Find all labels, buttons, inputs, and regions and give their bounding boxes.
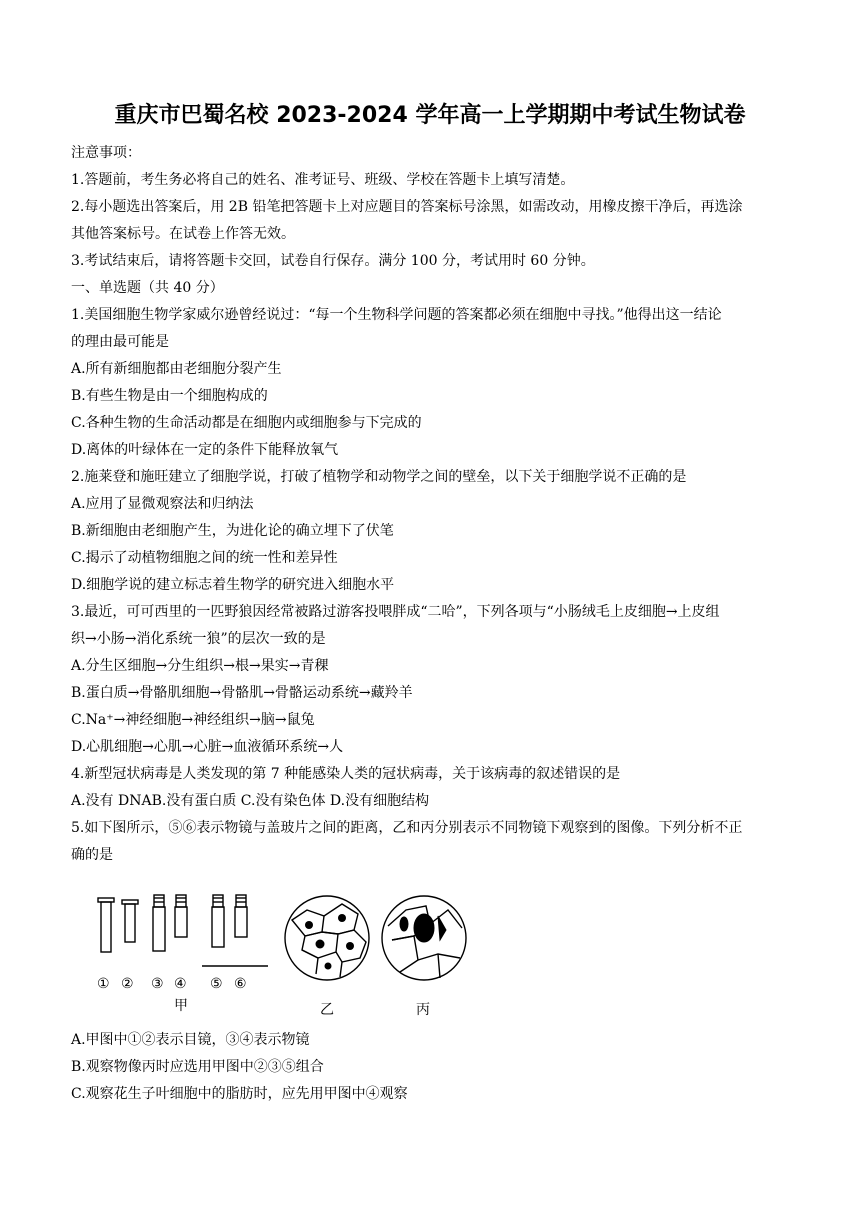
label-4: ④ <box>174 976 187 992</box>
q2-option-c: C.揭示了动植物细胞之间的统一性和差异性 <box>71 550 338 566</box>
eyepiece-2 <box>122 900 138 942</box>
notice-2: 2.每小题选出答案后，用 2B 铅笔把答题卡上对应题目的答案标号涂黑，如需改动，用橡皮擦干净后，再选涂 <box>71 199 743 215</box>
label-1: ① <box>97 976 110 992</box>
objective-6 <box>235 895 247 937</box>
q2-stem: 2.施莱登和施旺建立了细胞学说，打破了植物学和动物学之间的壁垒，以下关于细胞学说不正确的是 <box>71 469 687 485</box>
label-2: ② <box>121 976 134 992</box>
q4-options: A.没有 DNAB.没有蛋白质 C.没有染色体 D.没有细胞结构 <box>71 793 430 809</box>
notice-2-cont: 其他答案标号。在试卷上作答无效。 <box>71 226 295 242</box>
q1-stem: 1.美国细胞生物学家威尔逊曾经说过：“每一个生物科学问题的答案都必须在细胞中寻找。”他得出这一结论 <box>71 307 722 323</box>
q3-stem: 3.最近，可可西里的一匹野狼因经常被路过游客投喂胖成“二哈”，下列各项与“小肠绒毛上皮细胞→上皮组 <box>71 604 720 620</box>
q5-option-b: B.观察物像丙时应选用甲图中②③⑤组合 <box>71 1059 324 1075</box>
eyepiece-1 <box>98 898 114 952</box>
q1-stem-cont: 的理由最可能是 <box>71 334 169 350</box>
q3-option-a: A.分生区细胞→分生组织→根→果实→青稞 <box>71 658 329 674</box>
q3-option-c: C.Na⁺→神经细胞→神经组织→脑→鼠兔 <box>71 712 315 728</box>
section-heading: 一、单选题（共 40 分） <box>71 280 224 296</box>
q3-stem-cont: 织→小肠→消化系统一狼”的层次一致的是 <box>71 631 326 647</box>
label-3: ③ <box>151 976 164 992</box>
q4-stem: 4.新型冠状病毒是人类发现的第 7 种能感染人类的冠状病毒，关于该病毒的叙述错误的是 <box>71 766 621 782</box>
q5-option-c: C.观察花生子叶细胞中的脂肪时，应先用甲图中④观察 <box>71 1086 408 1102</box>
q2-option-d: D.细胞学说的建立标志着生物学的研究进入细胞水平 <box>71 577 395 593</box>
microscope-figure <box>92 880 472 1020</box>
q3-option-d: D.心肌细胞→心肌→心脏→血液循环系统→人 <box>71 739 344 755</box>
q5-option-a: A.甲图中①②表示目镜，③④表示物镜 <box>71 1032 310 1048</box>
q1-option-d: D.离体的叶绿体在一定的条件下能释放氧气 <box>71 442 339 458</box>
figure-labels <box>97 976 430 1018</box>
objective-3 <box>153 895 165 951</box>
objective-5 <box>212 895 224 947</box>
notice-heading: 注意事项： <box>71 145 141 161</box>
label-yi: 乙 <box>320 1002 334 1018</box>
label-5: ⑤ <box>210 976 223 992</box>
label-bing: 丙 <box>416 1002 430 1018</box>
q1-option-b: B.有些生物是由一个细胞构成的 <box>71 388 268 404</box>
q2-option-a: A.应用了显微观察法和归纳法 <box>71 496 254 512</box>
notice-1: 1.答题前，考生务必将自己的姓名、准考证号、班级、学校在答题卡上填写清楚。 <box>71 172 575 188</box>
q5-stem-cont: 确的是 <box>71 847 113 863</box>
q1-option-a: A.所有新细胞都由老细胞分裂产生 <box>71 361 282 377</box>
objective-4 <box>175 895 187 937</box>
notice-3: 3.考试结束后，请将答题卡交回，试卷自行保存。满分 100 分，考试用时 60 分钟。 <box>71 253 595 269</box>
q2-option-b: B.新细胞由老细胞产生，为进化论的确立埋下了伏笔 <box>71 523 394 539</box>
exam-title: 重庆市巴蜀名校 2023-2024 学年高一上学期期中考试生物试卷 <box>114 103 746 128</box>
label-jia: 甲 <box>174 998 188 1014</box>
label-6: ⑥ <box>234 976 247 992</box>
q1-option-c: C.各种生物的生命活动都是在细胞内或细胞参与下完成的 <box>71 415 422 431</box>
q5-stem: 5.如下图所示，⑤⑥表示物镜与盖玻片之间的距离，乙和丙分别表示不同物镜下观察到的图像。下列分析不正 <box>71 820 743 836</box>
q3-option-b: B.蛋白质→骨骼肌细胞→骨骼肌→骨骼运动系统→藏羚羊 <box>71 685 413 701</box>
